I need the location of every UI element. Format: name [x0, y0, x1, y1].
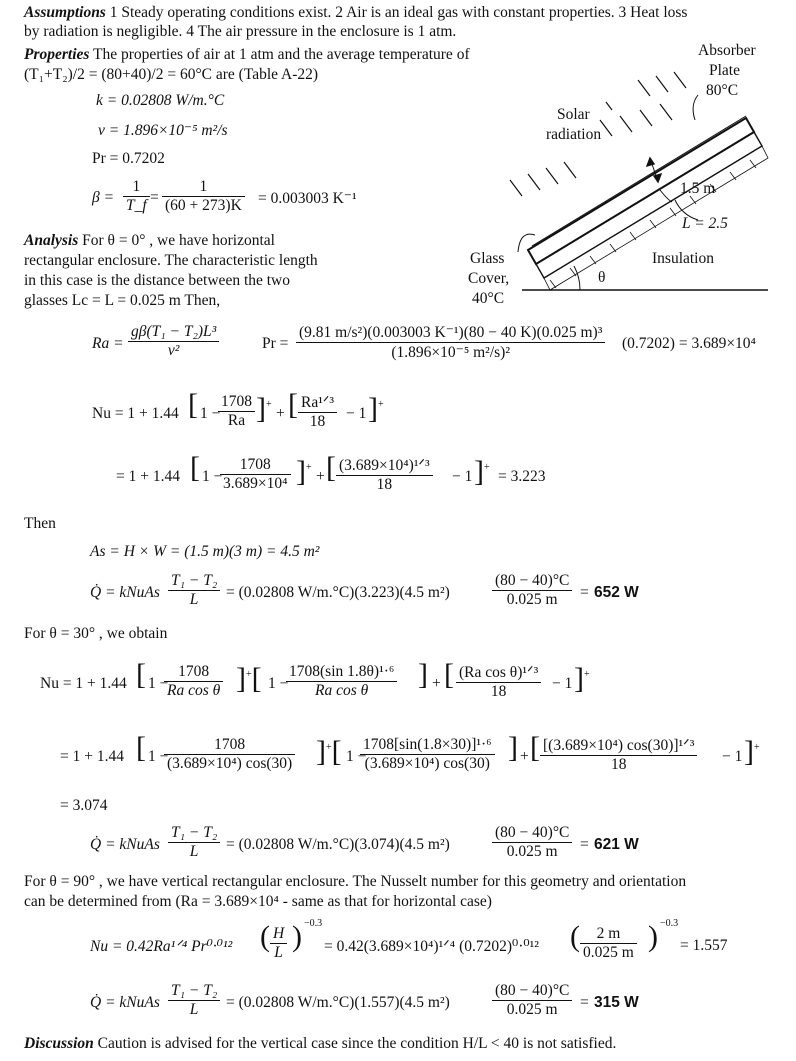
discussion-heading: Discussion [24, 1035, 94, 1052]
fig-plate: Plate [709, 62, 740, 79]
q30-frac-1 [168, 824, 220, 861]
q90-frac-2-den: 0.025 m [506, 1001, 558, 1018]
q90-frac-2-num: (80 − 40)°C [492, 982, 572, 1001]
case30-intro: For θ = 30° , we obtain [24, 625, 168, 642]
case30-result-nu: = 3.074 [60, 797, 108, 814]
nu-bracket-open-1: [ [188, 388, 198, 421]
case90-paren-open-1: ( [260, 920, 270, 953]
case90-exp-1: −0.3 [304, 918, 323, 929]
case30-l2-lhs: = 1 + 1.44 [60, 748, 124, 765]
nu-minus1: − 1 [346, 405, 367, 422]
nu-bracket-open-2: [ [288, 388, 298, 421]
nu2-bracket-close-1: ]+ [296, 455, 312, 488]
case30-l2-one-b: 1 − [346, 748, 367, 765]
discussion-line [24, 1035, 616, 1053]
case90-nu-mid: = 0.42(3.689×10⁴)¹ᐟ⁴ (0.7202)⁰·⁰¹² [324, 938, 539, 955]
q90-mid: = (0.02808 W/m.°C)(1.557)(4.5 m²) [226, 994, 450, 1011]
case30-plus: + [432, 675, 441, 692]
fig-theta: θ [598, 269, 606, 286]
case90-line-1: For θ = 90° , we have vertical rectangular enclosure. The Nusselt number for this geometry and orientation [24, 873, 687, 890]
q0-frac-1 [168, 572, 220, 609]
case30-l2-br-4: [ [530, 731, 540, 764]
q0-frac-2-den: 0.025 m [506, 591, 558, 608]
ra-frac-den: ν² [167, 342, 180, 359]
properties-text-2: (T₁+T₂)/2 = (80+40)/2 = 60°C are (Table A-22) [24, 66, 319, 83]
q30-mid: = (0.02808 W/m.°C)(3.074)(4.5 m²) [226, 836, 450, 853]
area-eq: As = H × W = (1.5 m)(3 m) = 4.5 m² [90, 543, 320, 560]
nu2-bracket-open-2: [ [326, 451, 336, 484]
q30-frac-1-num: T₁ − T₂ [168, 824, 220, 843]
case30-minus1: − 1 [552, 675, 573, 692]
q0-frac-1-den: L [189, 591, 199, 608]
case30-l2-frac-3-den: 18 [610, 756, 627, 773]
case30-br-2: ]+[ [236, 662, 262, 695]
q30-frac-2-num: (80 − 40)°C [492, 824, 572, 843]
case30-frac-3-num: (Ra cos θ)¹ᐟ³ [456, 663, 541, 683]
case90-frac-1 [270, 925, 287, 962]
case30-l2-frac-1-den: (3.689×10⁴) cos(30) [167, 755, 293, 772]
nu2-lhs: = 1 + 1.44 [116, 468, 180, 485]
nu2-frac-1 [220, 456, 291, 493]
case30-l2-frac-3 [540, 736, 697, 774]
analysis-text-2: rectangular enclosure. The characteristic length [24, 252, 318, 269]
q0-lhs: Q̇ = kNuAs [90, 584, 160, 601]
q0-frac-2 [492, 572, 572, 609]
prop-pr: Pr = 0.7202 [92, 150, 165, 167]
case90-frac-1-den: L [274, 944, 283, 961]
nu-one: 1 − [200, 405, 221, 422]
analysis-text-4: glasses Lc = L = 0.025 m Then, [24, 292, 221, 309]
ra-lhs: Ra = [92, 335, 124, 352]
case90-paren-close-2: ) [648, 920, 658, 953]
q30-frac-2 [492, 824, 572, 861]
q0-mid: = (0.02808 W/m.°C)(3.223)(4.5 m²) [226, 584, 450, 601]
properties-text-1: The properties of air at 1 atm and the average temperature of [93, 46, 470, 63]
fig-insulation: Insulation [652, 250, 714, 267]
q30-frac-1-den: L [189, 843, 199, 860]
properties-line-1 [24, 46, 470, 64]
case30-l2-frac-3-num: [(3.689×10⁴) cos(30)]¹ᐟ³ [540, 736, 697, 756]
case30-l2-br-5: ]+ [744, 735, 760, 768]
case90-frac-2-num: 2 m [580, 925, 637, 944]
nu2-bracket-open-1: [ [190, 451, 200, 484]
beta-frac-2 [162, 178, 245, 215]
case30-l2-one-a: 1 − [148, 748, 169, 765]
fig-glass: Glass [470, 250, 505, 267]
beta-lhs: β = [92, 189, 115, 206]
case90-line-2: can be determined from (Ra = 3.689×10⁴ - same as that for horizontal case) [24, 893, 492, 910]
case30-l2-plus: + [520, 748, 529, 765]
nu2-bracket-close-2: ]+ [474, 455, 490, 488]
nu-lhs: Nu = 1 + 1.44 [92, 405, 179, 422]
nu-frac-1-num: 1708 [218, 393, 255, 412]
nu-frac-1 [218, 393, 255, 430]
beta-eq: = [150, 189, 159, 206]
case30-frac-3 [456, 663, 541, 701]
case90-paren-close-1: ) [292, 920, 302, 953]
case30-l2-br-3: ] [508, 731, 518, 764]
case30-nu-lhs: Nu = 1 + 1.44 [40, 675, 127, 692]
nu2-frac-2-num: (3.689×10⁴)¹ᐟ³ [336, 456, 433, 476]
nu2-plus: + [316, 468, 325, 485]
fig-glass-temp: 40°C [472, 290, 505, 307]
fig-solar: Solar [557, 106, 590, 123]
nu2-frac-2-den: 18 [376, 476, 393, 493]
q0-eq: = [580, 584, 589, 601]
prop-k: k = 0.02808 W/m.°C [96, 92, 225, 109]
nu-bracket-close-2: ]+ [368, 392, 384, 425]
case30-frac-1-den: Ra cos θ [167, 682, 221, 699]
case30-br-3: ] [418, 658, 428, 691]
case30-frac-1-num: 1708 [164, 663, 223, 682]
assumptions-line-1 [24, 4, 687, 22]
nu-plus: + [276, 405, 285, 422]
assumptions-text-2: by radiation is negligible. 4 The air pressure in the enclosure is 1 atm. [24, 23, 457, 40]
case90-nu-rhs: = 1.557 [680, 937, 728, 954]
q0-frac-1-num: T₁ − T₂ [168, 572, 220, 591]
nu2-one: 1 − [202, 468, 223, 485]
case30-one-a: 1 − [148, 675, 169, 692]
case30-br-1: [ [136, 658, 146, 691]
ra-frac-numeric [296, 323, 605, 362]
case30-l2-frac-1 [164, 736, 295, 773]
case30-frac-2-den: Ra cos θ [315, 682, 369, 699]
absorber-shape [536, 132, 762, 278]
fig-absorber: Absorber [698, 42, 756, 59]
nu-frac-2-den: 18 [309, 413, 326, 430]
nu2-minus1: − 1 [452, 468, 473, 485]
then-label: Then [24, 515, 56, 532]
q30-lhs: Q̇ = kNuAs [90, 836, 160, 853]
beta-frac-1 [123, 178, 150, 215]
case30-br-5: ]+ [574, 662, 590, 695]
assumptions-heading: Assumptions [24, 4, 106, 21]
beta-frac-1-den: T_f [126, 197, 147, 214]
nu2-rhs: = 3.223 [498, 468, 546, 485]
case30-l2-frac-2-num: 1708[sin(1.8×30)]¹·⁶ [360, 736, 495, 755]
case30-frac-3-den: 18 [490, 683, 507, 700]
case90-exp-2: −0.3 [660, 918, 679, 929]
q30-frac-2-den: 0.025 m [506, 843, 558, 860]
nu2-frac-2 [336, 456, 433, 494]
q30-result: 621 W [594, 836, 639, 853]
beta-rhs: = 0.003003 K⁻¹ [258, 190, 357, 207]
nu-frac-1-den: Ra [227, 412, 246, 429]
nu-bracket-close-1: ]+ [256, 392, 272, 425]
ra-frac-num: gβ(T₁ − T₂)L³ [128, 323, 219, 342]
case30-l2-frac-1-num: 1708 [164, 736, 295, 755]
nu2-frac-1-den: 3.689×10⁴ [223, 475, 288, 492]
fig-absorber-temp: 80°C [706, 82, 739, 99]
q90-frac-1 [168, 982, 220, 1019]
case30-l2-minus1: − 1 [722, 748, 743, 765]
fig-height: 1.5 m [680, 180, 716, 197]
beta-frac-2-den: (60 + 273)K [165, 197, 242, 214]
case90-frac-1-num: H [270, 925, 287, 944]
case90-paren-open-2: ( [570, 920, 580, 953]
properties-heading: Properties [24, 46, 90, 63]
q90-result: 315 W [594, 994, 639, 1011]
q0-frac-2-num: (80 − 40)°C [492, 572, 572, 591]
ra-frac-symbolic [128, 323, 219, 360]
beta-frac-2-num: 1 [162, 178, 245, 197]
case90-nu-lhs: Nu = 0.42Ra¹ᐟ⁴ Pr⁰·⁰¹² [90, 938, 233, 955]
case30-frac-1 [164, 663, 223, 700]
prop-nu: ν = 1.896×10⁻⁵ m²/s [98, 122, 228, 139]
analysis-line-1 [24, 232, 275, 250]
case30-l2-frac-2 [360, 736, 495, 773]
analysis-heading: Analysis [24, 232, 79, 249]
ra-frac-den2: (1.896×10⁻⁵ m²/s)² [391, 344, 510, 361]
case30-l2-br-2: ]+[ [316, 735, 342, 768]
q90-frac-1-den: L [189, 1001, 199, 1018]
case90-frac-2 [580, 925, 637, 962]
ra-frac-num2: (9.81 m/s²)(0.003003 K⁻¹)(80 − 40 K)(0.025 m)³ [296, 323, 605, 343]
fig-length: L = 2.5 [682, 215, 728, 232]
ra-rhs: (0.7202) = 3.689×10⁴ [622, 335, 756, 352]
discussion-text: Caution is advised for the vertical case since the condition H/L < 40 is not satisfied. [97, 1035, 617, 1052]
analysis-text-3: in this case is the distance between the two [24, 272, 291, 289]
case30-l2-br-1: [ [136, 731, 146, 764]
fig-cover: Cover, [468, 270, 510, 287]
case30-frac-2 [286, 663, 397, 700]
beta-frac-1-num: 1 [123, 178, 150, 197]
q30-eq: = [580, 836, 589, 853]
case30-frac-2-num: 1708(sin 1.8θ)¹·⁶ [286, 663, 397, 682]
assumptions-text-1: 1 Steady operating conditions exist. 2 Air is an ideal gas with constant properties. 3 Heat loss [109, 4, 688, 21]
case30-l2-frac-2-den: (3.689×10⁴) cos(30) [364, 755, 490, 772]
nu-frac-2 [298, 393, 337, 431]
q90-eq: = [580, 994, 589, 1011]
case30-br-4: [ [444, 658, 454, 691]
q90-frac-1-num: T₁ − T₂ [168, 982, 220, 1001]
ra-pr: Pr = [262, 335, 289, 352]
nu2-frac-1-num: 1708 [220, 456, 291, 475]
nu-frac-2-num: Ra¹ᐟ³ [298, 393, 337, 413]
analysis-text-1: For θ = 0° , we have horizontal [82, 232, 275, 249]
q0-result: 652 W [594, 584, 639, 601]
fig-radiation: radiation [546, 126, 602, 143]
case90-frac-2-den: 0.025 m [583, 944, 634, 961]
q90-lhs: Q̇ = kNuAs [90, 994, 160, 1011]
case30-one-b: 1 − [268, 675, 289, 692]
q90-frac-2 [492, 982, 572, 1019]
